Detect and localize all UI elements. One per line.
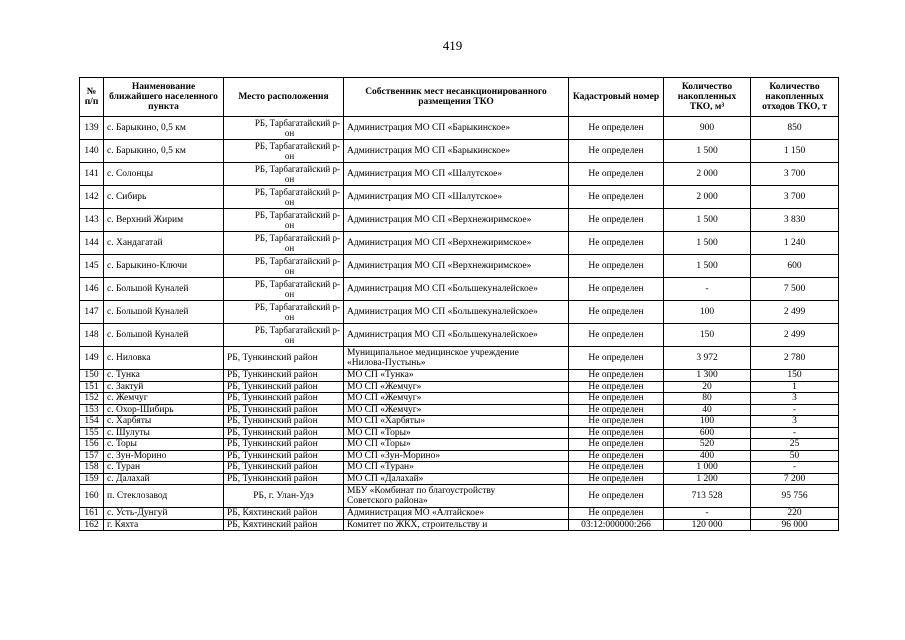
cell-settlement: п. Стеклозавод (104, 485, 224, 508)
cell-location (224, 140, 344, 163)
cell-location-line2: он (284, 289, 295, 299)
table-row (80, 416, 839, 428)
cell-volume: 713 528 (664, 485, 751, 508)
cell-location: РБ, Тункинский район (224, 439, 344, 451)
cell-owner: Администрация МО СП «Барыкинское» (344, 117, 569, 140)
cell-cadastral: Не определен (569, 255, 664, 278)
cell-cadastral: Не определен (569, 404, 664, 416)
cell-volume: 1 200 (664, 473, 751, 485)
cell-mass: 96 000 (751, 519, 839, 531)
table-row (80, 347, 839, 370)
cell-cadastral: Не определен (569, 278, 664, 301)
cell-mass: 1 150 (751, 140, 839, 163)
cell-volume: 20 (664, 381, 751, 393)
cell-location: РБ, Тункинский район (224, 404, 344, 416)
header-volume: Количество накопленных ТКО, м³ (664, 78, 751, 117)
cell-location: РБ, Тункинский район (224, 393, 344, 405)
cell-volume: 1 500 (664, 140, 751, 163)
cell-settlement: с. Шулуты (104, 427, 224, 439)
cell-owner: Администрация МО СП «Верхнежиримское» (344, 209, 569, 232)
waste-sites-table (79, 77, 839, 531)
cell-location-line1: РБ, Тарбагатайский р- (254, 302, 340, 312)
table-row (80, 140, 839, 163)
cell-location: РБ, г. Улан-Удэ (224, 485, 344, 508)
cell-location (224, 301, 344, 324)
cell-owner: МО СП «Тунка» (344, 370, 569, 382)
cell-settlement: с. Зун-Морино (104, 450, 224, 462)
table-row (80, 232, 839, 255)
cell-owner: Администрация МО СП «Барыкинское» (344, 140, 569, 163)
cell-location (224, 255, 344, 278)
table-row (80, 381, 839, 393)
cell-num: 162 (80, 519, 104, 531)
cell-cadastral: Не определен (569, 186, 664, 209)
cell-location-line1: РБ, Тарбагатайский р- (254, 141, 340, 151)
cell-location-line2: он (284, 151, 295, 161)
cell-volume: 600 (664, 427, 751, 439)
cell-owner: МО СП «Жемчуг» (344, 404, 569, 416)
cell-settlement: с. Верхний Жирим (104, 209, 224, 232)
cell-volume: 100 (664, 301, 751, 324)
cell-owner: Администрация МО «Алтайское» (344, 508, 569, 520)
cell-location-line2: он (284, 335, 295, 345)
cell-volume: 120 000 (664, 519, 751, 531)
cell-location-line2: он (284, 266, 295, 276)
cell-num: 158 (80, 462, 104, 474)
cell-location-line1: РБ, Тарбагатайский р- (254, 118, 340, 128)
page-number: 419 (442, 38, 463, 53)
cell-owner: МО СП «Туран» (344, 462, 569, 474)
cell-location: РБ, Тункинский район (224, 416, 344, 428)
cell-mass: 1 (751, 381, 839, 393)
table-header-row (80, 78, 839, 117)
cell-settlement: с. Охор-Шибирь (104, 404, 224, 416)
cell-cadastral: Не определен (569, 473, 664, 485)
table-row (80, 186, 839, 209)
cell-location-line2: он (284, 312, 295, 322)
cell-location (224, 324, 344, 347)
cell-settlement: с. Хандагатай (104, 232, 224, 255)
cell-location-line2: он (284, 243, 295, 253)
cell-volume: 80 (664, 393, 751, 405)
cell-owner: МО СП «Жемчуг» (344, 393, 569, 405)
cell-settlement: с. Жемчуг (104, 393, 224, 405)
cell-location: РБ, Тункинский район (224, 473, 344, 485)
cell-settlement: с. Барыкино, 0,5 км (104, 140, 224, 163)
cell-volume: - (664, 278, 751, 301)
table-row (80, 255, 839, 278)
cell-mass: 600 (751, 255, 839, 278)
cell-volume: 520 (664, 439, 751, 451)
cell-volume: 400 (664, 450, 751, 462)
cell-location: РБ, Кяхтинский район (224, 519, 344, 531)
cell-cadastral: Не определен (569, 324, 664, 347)
cell-location-line1: РБ, Тарбагатайский р- (254, 256, 340, 266)
cell-cadastral: Не определен (569, 209, 664, 232)
cell-num: 141 (80, 163, 104, 186)
cell-owner (344, 347, 569, 370)
cell-location (224, 186, 344, 209)
cell-location: РБ, Кяхтинский район (224, 508, 344, 520)
cell-num: 143 (80, 209, 104, 232)
cell-mass: 3 700 (751, 163, 839, 186)
cell-location-line1: РБ, Тарбагатайский р- (254, 279, 340, 289)
header-cadastral: Кадастровый номер (569, 78, 664, 117)
cell-settlement: с. Большой Куналей (104, 324, 224, 347)
cell-location-line1: РБ, Тарбагатайский р- (254, 325, 340, 335)
cell-num: 154 (80, 416, 104, 428)
cell-location-line2: он (284, 220, 295, 230)
cell-owner-line1: Муниципальное медицинское учреждение (347, 348, 519, 358)
cell-settlement: с. Сибирь (104, 186, 224, 209)
cell-cadastral: Не определен (569, 232, 664, 255)
cell-num: 156 (80, 439, 104, 451)
table-row (80, 163, 839, 186)
cell-mass: - (751, 427, 839, 439)
cell-location: РБ, Тункинский район (224, 450, 344, 462)
cell-location-line1: РБ, Тарбагатайский р- (254, 210, 340, 220)
cell-location-line2: он (284, 128, 295, 138)
cell-mass: 3 830 (751, 209, 839, 232)
cell-owner: Администрация МО СП «Большекуналейское» (344, 301, 569, 324)
cell-volume: - (664, 508, 751, 520)
cell-volume: 1 300 (664, 370, 751, 382)
table-row (80, 473, 839, 485)
cell-cadastral: Не определен (569, 416, 664, 428)
cell-location-line1: РБ, Тарбагатайский р- (254, 187, 340, 197)
cell-settlement: г. Кяхта (104, 519, 224, 531)
cell-location: РБ, Тункинский район (224, 370, 344, 382)
cell-num: 155 (80, 427, 104, 439)
cell-num: 148 (80, 324, 104, 347)
cell-volume: 2 000 (664, 163, 751, 186)
table-row (80, 450, 839, 462)
cell-owner: Администрация МО СП «Большекуналейское» (344, 278, 569, 301)
cell-volume: 3 972 (664, 347, 751, 370)
cell-mass: - (751, 404, 839, 416)
header-num: № п/п (80, 78, 104, 117)
cell-settlement: с. Зактуй (104, 381, 224, 393)
cell-cadastral: Не определен (569, 163, 664, 186)
cell-mass: 7 500 (751, 278, 839, 301)
cell-owner: Администрация МО СП «Верхнежиримское» (344, 255, 569, 278)
cell-mass: 850 (751, 117, 839, 140)
cell-volume: 1 500 (664, 232, 751, 255)
header-owner: Собственник мест несанкционированного размещения ТКО (344, 78, 569, 117)
cell-cadastral: Не определен (569, 439, 664, 451)
cell-mass: 220 (751, 508, 839, 520)
cell-settlement: с. Тунка (104, 370, 224, 382)
cell-num: 149 (80, 347, 104, 370)
cell-settlement: с. Туран (104, 462, 224, 474)
cell-settlement: с. Барыкино, 0,5 км (104, 117, 224, 140)
cell-location-line1: РБ, Тарбагатайский р- (254, 233, 340, 243)
cell-volume: 1 500 (664, 209, 751, 232)
cell-volume: 100 (664, 416, 751, 428)
cell-mass: 150 (751, 370, 839, 382)
cell-owner: Администрация МО СП «Большекуналейское» (344, 324, 569, 347)
table-row (80, 427, 839, 439)
cell-owner: Администрация МО СП «Шалутское» (344, 186, 569, 209)
cell-num: 153 (80, 404, 104, 416)
cell-owner: МО СП «Зун-Морино» (344, 450, 569, 462)
cell-owner-line2: Советского района» (347, 496, 428, 506)
cell-mass: 3 (751, 393, 839, 405)
header-location: Место расположения (224, 78, 344, 117)
cell-owner: МО СП «Харбяты» (344, 416, 569, 428)
cell-num: 160 (80, 485, 104, 508)
cell-cadastral: Не определен (569, 462, 664, 474)
cell-owner: МО СП «Далахай» (344, 473, 569, 485)
cell-settlement: с. Солонцы (104, 163, 224, 186)
cell-mass: 2 499 (751, 301, 839, 324)
cell-location-line1: РБ, Тарбагатайский р- (254, 164, 340, 174)
cell-owner: Администрация МО СП «Шалутское» (344, 163, 569, 186)
cell-settlement: с. Большой Куналей (104, 278, 224, 301)
cell-volume: 1 000 (664, 462, 751, 474)
cell-mass: 2 780 (751, 347, 839, 370)
cell-owner: МО СП «Торы» (344, 427, 569, 439)
cell-settlement: с. Торы (104, 439, 224, 451)
cell-volume: 1 500 (664, 255, 751, 278)
table-row (80, 370, 839, 382)
cell-num: 144 (80, 232, 104, 255)
cell-cadastral: Не определен (569, 381, 664, 393)
table-row (80, 324, 839, 347)
cell-cadastral: Не определен (569, 393, 664, 405)
table-row (80, 278, 839, 301)
cell-mass: 3 (751, 416, 839, 428)
cell-mass: 2 499 (751, 324, 839, 347)
cell-location: РБ, Тункинский район (224, 381, 344, 393)
cell-num: 147 (80, 301, 104, 324)
cell-num: 142 (80, 186, 104, 209)
cell-cadastral: Не определен (569, 140, 664, 163)
table-row (80, 393, 839, 405)
cell-num: 146 (80, 278, 104, 301)
cell-num: 161 (80, 508, 104, 520)
table-row (80, 462, 839, 474)
cell-num: 140 (80, 140, 104, 163)
cell-num: 150 (80, 370, 104, 382)
cell-num: 139 (80, 117, 104, 140)
cell-settlement: с. Далахай (104, 473, 224, 485)
cell-num: 151 (80, 381, 104, 393)
cell-volume: 2 000 (664, 186, 751, 209)
table-row (80, 485, 839, 508)
cell-location (224, 117, 344, 140)
header-mass: Количество накопленных отходов ТКО, т (751, 78, 839, 117)
cell-cadastral: Не определен (569, 117, 664, 140)
cell-owner: Комитет по ЖКХ, строительству и (344, 519, 569, 531)
cell-cadastral: Не определен (569, 301, 664, 324)
cell-settlement: с. Большой Куналей (104, 301, 224, 324)
cell-location-line2: он (284, 174, 295, 184)
cell-owner-line1: МБУ «Комбинат по благоустройству (347, 486, 496, 496)
table-row (80, 519, 839, 531)
cell-mass: 25 (751, 439, 839, 451)
table-row (80, 301, 839, 324)
cell-location: РБ, Тункинский район (224, 462, 344, 474)
cell-owner: МО СП «Торы» (344, 439, 569, 451)
cell-settlement: с. Ниловка (104, 347, 224, 370)
cell-location-line2: он (284, 197, 295, 207)
cell-mass: 95 756 (751, 485, 839, 508)
table-row (80, 404, 839, 416)
cell-location (224, 278, 344, 301)
cell-location (224, 232, 344, 255)
header-settlement: Наименование ближайшего населенного пункта (104, 78, 224, 117)
cell-owner-line2: «Нилова-Пустынь» (347, 358, 426, 368)
cell-mass: 50 (751, 450, 839, 462)
cell-num: 152 (80, 393, 104, 405)
cell-mass: 1 240 (751, 232, 839, 255)
table-row (80, 508, 839, 520)
cell-settlement: с. Харбяты (104, 416, 224, 428)
cell-mass: 7 200 (751, 473, 839, 485)
table-row (80, 209, 839, 232)
cell-num: 145 (80, 255, 104, 278)
cell-cadastral: Не определен (569, 427, 664, 439)
cell-cadastral: Не определен (569, 347, 664, 370)
cell-settlement: с. Усть-Дунгуй (104, 508, 224, 520)
cell-location: РБ, Тункинский район (224, 427, 344, 439)
cell-num: 157 (80, 450, 104, 462)
table-row (80, 439, 839, 451)
cell-settlement: с. Барыкино-Ключи (104, 255, 224, 278)
cell-num: 159 (80, 473, 104, 485)
cell-location: РБ, Тункинский район (224, 347, 344, 370)
table-row (80, 117, 839, 140)
cell-cadastral: Не определен (569, 450, 664, 462)
cell-cadastral: Не определен (569, 370, 664, 382)
cell-mass: 3 700 (751, 186, 839, 209)
cell-location (224, 163, 344, 186)
cell-cadastral: 03:12:000000:266 (569, 519, 664, 531)
cell-volume: 150 (664, 324, 751, 347)
cell-mass: - (751, 462, 839, 474)
cell-owner: Администрация МО СП «Верхнежиримское» (344, 232, 569, 255)
cell-owner (344, 485, 569, 508)
cell-cadastral: Не определен (569, 485, 664, 508)
cell-cadastral: Не определен (569, 508, 664, 520)
cell-location (224, 209, 344, 232)
cell-owner: МО СП «Жемчуг» (344, 381, 569, 393)
cell-volume: 40 (664, 404, 751, 416)
cell-volume: 900 (664, 117, 751, 140)
